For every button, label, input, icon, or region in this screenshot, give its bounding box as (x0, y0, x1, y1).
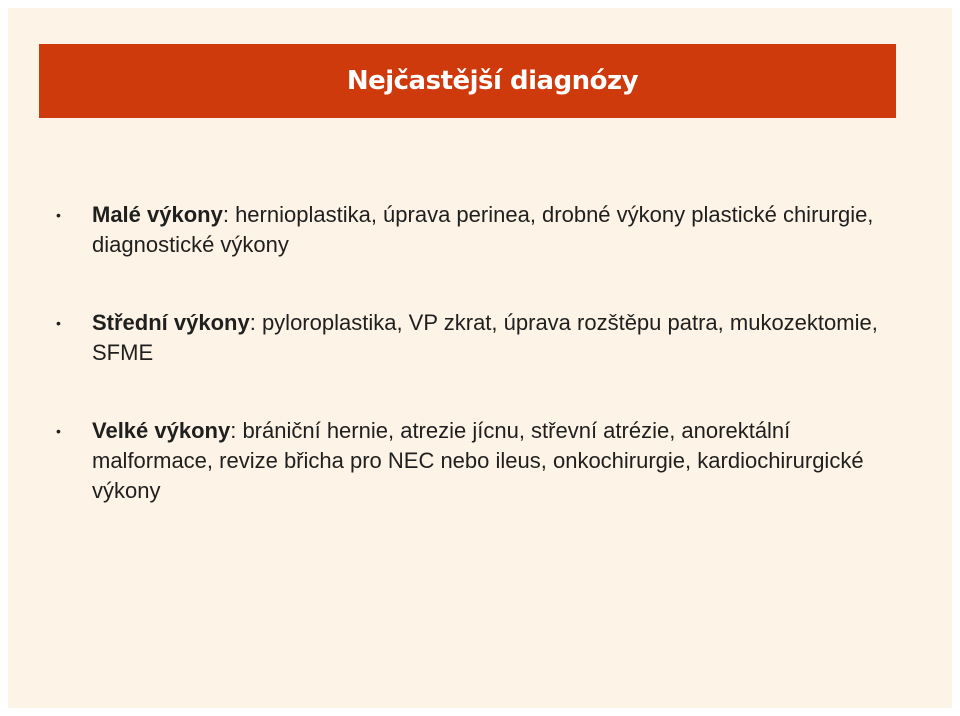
bullet-body: : hernioplastika, úprava perinea, drobné výkony plastické chirurgie, diagnostické výkony (92, 202, 874, 257)
bullet-text (92, 416, 896, 506)
bullet-body: : pyloroplastika, VP zkrat, úprava rozštěpu patra, mukozektomie, SFME (92, 310, 878, 365)
title-bar (39, 44, 896, 118)
bullet-text (92, 308, 896, 368)
bullet-item-large-procedures (56, 416, 896, 506)
bullet-item-small-procedures (56, 200, 896, 260)
bullet-body: : brániční hernie, atrezie jícnu, střevní atrézie, anorektální malformace, revize břicha pro NEC nebo ileus, onkochirurgie, kardiochirurgické výkony (92, 418, 864, 503)
bullet-lead: Střední výkony (92, 310, 250, 335)
bullet-marker: • (56, 207, 61, 223)
slide (8, 8, 952, 708)
bullet-item-medium-procedures (56, 308, 896, 368)
bullet-lead: Velké výkony (92, 418, 231, 443)
slide-title: Nejčastější diagnózy (346, 66, 639, 96)
bullet-marker: • (56, 423, 61, 439)
bullet-text (92, 200, 896, 260)
bullet-lead: Malé výkony (92, 202, 223, 227)
bullet-marker: • (56, 315, 61, 331)
